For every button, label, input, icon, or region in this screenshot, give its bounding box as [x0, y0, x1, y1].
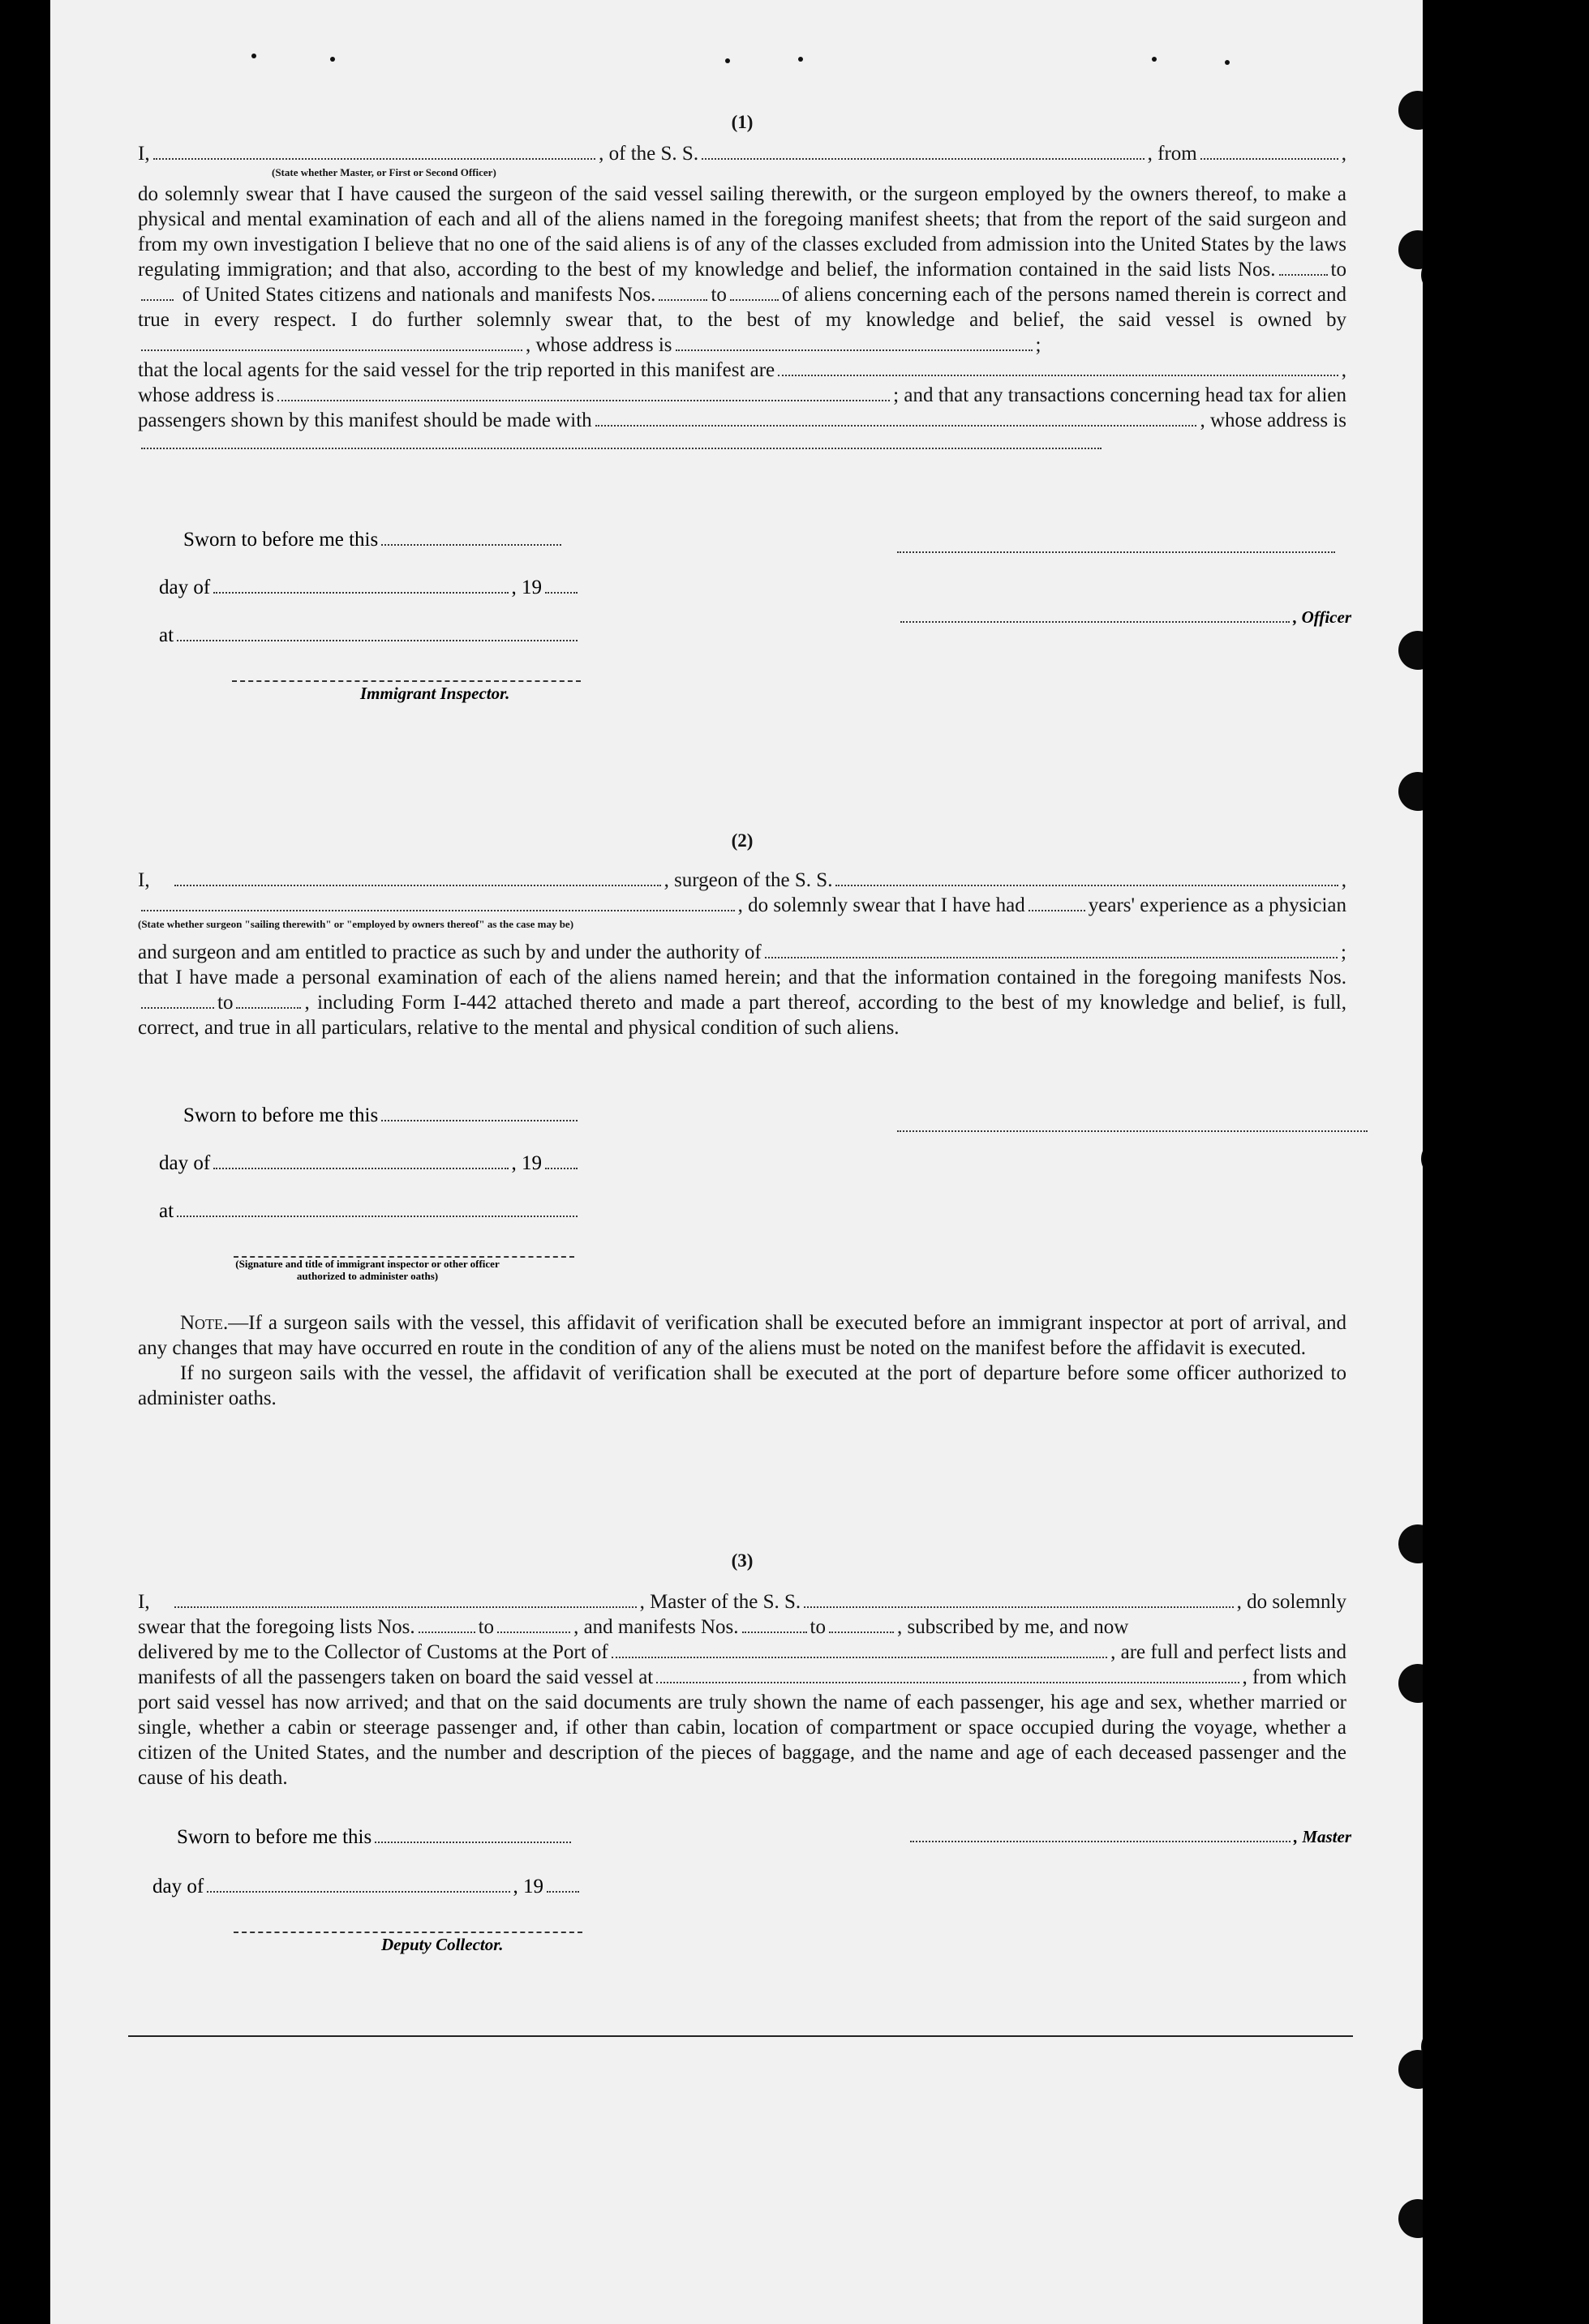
year-field-1[interactable] [545, 592, 578, 594]
from-port-field[interactable] [1200, 158, 1338, 160]
surgeon-name-field[interactable] [174, 885, 661, 886]
section-2: (2) I, , surgeon of the S. S. , , do solemnly swear that I have had years' experience as a physician (State whether surgeon "sailing therewith" or "employed by owners thereof" as the case may be) and surgeon and am entitled to practice as such by and under the authority of ; that I have made a personal examination of each of the aliens named herein; and that the information contained in the foregoing manifests Nos.to , including Form I-442 attached thereto and made a part thereof, according to the best of my knowledge and belief, is full, correct, and true in all particulars, relative to the mental and physical condition of such aliens. [138, 830, 1347, 1039]
punch-hole [1398, 1524, 1423, 1563]
at-field-2[interactable] [177, 1216, 578, 1217]
officer-signature-top[interactable] [897, 551, 1335, 553]
section-3-signatures: Sworn to before me this day of , 19 Deputy Collector. , Master [152, 1824, 1418, 1955]
at-field-1[interactable] [177, 640, 578, 641]
officer-caption: (State whether Master, or First or Second Officer) [272, 166, 496, 178]
owner-address-field[interactable] [676, 349, 1033, 351]
section-1-signatures: Sworn to before me this day of , 19 at Immigrant Inspector. , Officer [159, 527, 1423, 704]
punch-hole [1398, 230, 1423, 269]
year-field-2[interactable] [545, 1168, 578, 1169]
note-2: If no surgeon sails with the vessel, the affidavit of verification shall be executed at the port of departure before some officer authorized to administer oaths. [138, 1362, 1346, 1409]
punch-hole [1398, 2050, 1423, 2089]
section-3: (3) I, , Master of the S. S. , do solemnly swear that the foregoing lists Nos. to , and manifests Nos. to , subscribed by me, and now delivered by me to the Collector of Customs at the Port of , are full and perfect lists and manifests of all the passengers taken on board the said vessel at , from which port said vessel has now arrived; and that on the said documents are truly shown the name of each passenger, his age and sex, whether married or single, whether a cabin or steerage passenger and, if other than cabin, location of compartment or space occupied during the voyage, whether a citizen of the United States, and the number and description of the pieces of baggage, and the name and age of each deceased passenger and the cause of his death. [138, 1550, 1346, 1789]
head-tax-agent-field[interactable] [595, 425, 1197, 427]
surgeon-caption: (State whether surgeon "sailing therewith" or "employed by owners thereof" as the case may be) [138, 918, 574, 930]
ink-speck [330, 57, 335, 62]
inspector-caption: Immigrant Inspector. [360, 684, 510, 703]
inspector-signature-field[interactable] [232, 680, 581, 682]
local-agents-line: that the local agents for the said vessel for the trip reported in this manifest are , [138, 359, 1346, 381]
month-field-3[interactable] [207, 1891, 509, 1893]
section-2-signatures: Sworn to before me this day of , 19 at (Signature and title of immigrant inspector or other officer authorized to administer oaths) [159, 1103, 1423, 1282]
authority-field[interactable] [765, 957, 1338, 958]
sworn-day-field-1[interactable] [381, 544, 561, 546]
section-3-number: (3) [731, 1550, 754, 1571]
section-2-number: (2) [731, 830, 754, 851]
embark-port-field[interactable] [656, 1682, 1239, 1683]
note-1: Note.—If a surgeon sails with the vessel, this affidavit of verification shall be executed before an immigrant inspector at port of arrival, and any changes that may have occurred en route in the condition of any of the aliens must be noted on the manifest before the affidavit is executed. [138, 1312, 1346, 1359]
oath-text-1: do solemnly swear that I have caused the surgeon of the said vessel sailing therewith, or the surgeon employed by the owners thereof, to make a physical and mental examination of each and all of the aliens named in the foregoing manifest sheets; that from the report of the said surgeon and from my own investigation I believe that no one of the said aliens is of any of the classes excluded from admission into the United States by the laws regulating immigration; and that also, according to the best of my knowledge and belief, the information contained in the said lists Nos. to of United States citizens and nationals and manifests Nos. to of aliens concerning each of the persons named therein is correct and true in every respect. I do further solemnly swear that, to the best of my knowledge and belief, the said vessel is owned by, whose address is ; [138, 183, 1346, 356]
head-tax-line: passengers shown by this manifest should be made with , whose address is [138, 409, 1346, 431]
lists-from-field[interactable] [1279, 273, 1328, 276]
officer-name-field[interactable] [153, 158, 596, 160]
vessel-name-field[interactable] [702, 158, 1145, 160]
deputy-caption: Deputy Collector. [381, 1935, 504, 1954]
master-vessel-field[interactable] [804, 1606, 1233, 1608]
agent-address-field[interactable] [277, 400, 890, 401]
agent-address-line: whose address is ; and that any transactions concerning head tax for alien [138, 384, 1346, 406]
master-text: port said vessel has now arrived; and that on the said documents are truly shown the name of each passenger, his age and sex, whether married or single, whether a cabin or steerage passenger and, if other than cabin, location of compartment or space occupied during the voyage, whether a citizen of the United States, and the number and description of the pieces of baggage, and the name and age of each deceased passenger and the cause of his death. [138, 1692, 1346, 1789]
from-label: , from [1147, 143, 1197, 165]
oath-officer-caption: (Signature and title of immigrant inspector or other officer authorized to administer oaths) [235, 1258, 500, 1282]
surgeon-manifests-to-field[interactable] [236, 1006, 301, 1009]
manifests-to-field[interactable] [730, 298, 779, 301]
sworn-label-1: Sworn to before me this [183, 529, 379, 551]
section-1-number: (1) [731, 112, 754, 132]
local-agents-field[interactable] [778, 375, 1338, 376]
ink-speck [725, 58, 730, 63]
sworn-day-field-2[interactable] [381, 1120, 578, 1121]
head-tax-address-line [138, 448, 1105, 454]
of-ss-label: , of the S. S. [599, 143, 699, 165]
surgeon-status-field[interactable] [141, 910, 735, 911]
punch-hole [1398, 2199, 1423, 2238]
master-line: I, , of the S. S. , from , [138, 143, 1346, 165]
deputy-signature-field[interactable] [234, 1932, 582, 1933]
note-section [138, 1310, 1346, 1411]
i-label: I, [138, 143, 150, 165]
year-field-3[interactable] [547, 1891, 579, 1893]
punch-hole [1398, 772, 1423, 811]
officer-label: , Officer [1293, 607, 1351, 627]
ink-speck [1225, 60, 1230, 65]
master-manifests-to-field[interactable] [829, 1631, 894, 1633]
month-field-2[interactable] [213, 1168, 508, 1169]
day-of-label-1: day of [159, 577, 211, 598]
owner-field[interactable] [141, 349, 522, 351]
master-lists-to-field[interactable] [497, 1631, 570, 1633]
punch-hole [1398, 91, 1423, 130]
ink-speck [251, 54, 256, 58]
ink-speck [1152, 57, 1157, 62]
surgeon-vessel-field[interactable] [835, 885, 1338, 886]
punch-hole [1398, 1664, 1423, 1703]
master-name-field[interactable] [174, 1606, 637, 1608]
section-1 [138, 112, 1346, 454]
master-lists-from-field[interactable] [419, 1631, 475, 1633]
month-field-1[interactable] [213, 592, 508, 594]
years-experience-field[interactable] [1029, 909, 1085, 911]
lists-to-field[interactable] [141, 298, 174, 301]
head-tax-address-field[interactable] [141, 448, 1102, 449]
officer-signature-field[interactable] [900, 621, 1290, 623]
surgeon-signature-field[interactable] [897, 1130, 1368, 1132]
manifests-from-field[interactable] [659, 298, 707, 301]
master-manifests-from-field[interactable] [742, 1631, 807, 1633]
master-signature-field[interactable] [910, 1841, 1291, 1842]
port-field[interactable] [612, 1657, 1107, 1658]
surgeon-text: that I have made a personal examination of each of the aliens named herein; and that the information contained in the foregoing manifests Nos.to , including Form I-442 attached thereto and made a part thereof, according to the best of my knowledge and belief, is full, correct, and true in all particulars, relative to the mental and physical condition of such aliens. [138, 967, 1347, 1039]
at-label-1: at [159, 624, 174, 646]
ink-speck [798, 57, 803, 62]
sworn-day-field-3[interactable] [375, 1842, 571, 1843]
document-page [50, 0, 1423, 2324]
master-label: , Master [1293, 1827, 1351, 1846]
bottom-rule [128, 2035, 1353, 2037]
surgeon-manifests-from-field[interactable] [141, 1006, 214, 1009]
